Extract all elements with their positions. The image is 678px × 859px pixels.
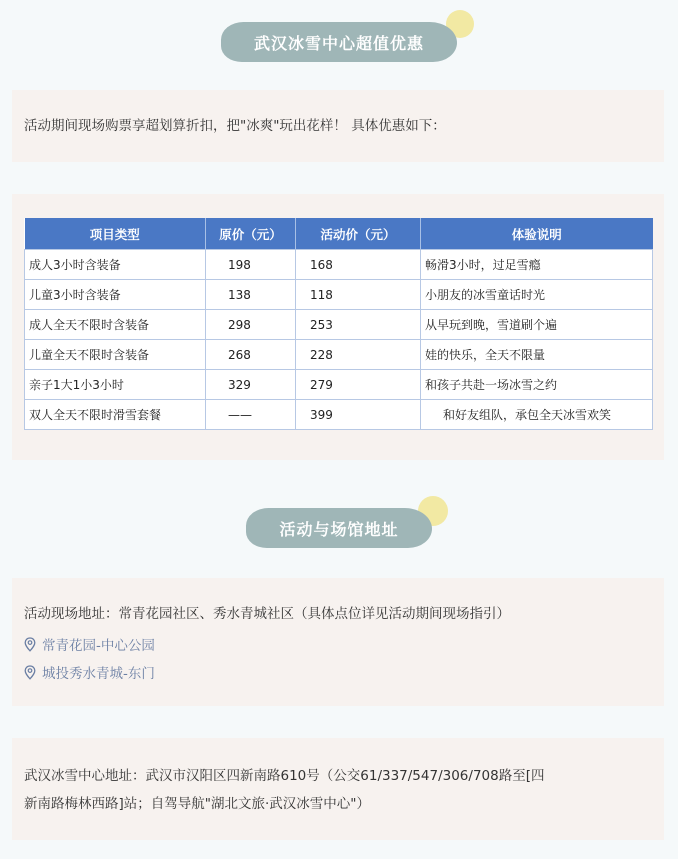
location-item [24, 662, 155, 682]
cell-original-price: 138 [206, 280, 296, 310]
col-header-promo-price: 活动价（元） [296, 218, 421, 250]
cell-promo-price: 253 [296, 310, 421, 340]
cell-description: 小朋友的冰雪童话时光 [421, 280, 653, 310]
section-heading-offers [0, 10, 678, 62]
price-table [24, 218, 653, 430]
cell-item: 成人全天不限时含装备 [25, 310, 206, 340]
cell-original-price: 298 [206, 310, 296, 340]
cell-description: 娃的快乐，全天不限量 [421, 340, 653, 370]
center-address-panel [12, 738, 664, 840]
location-label: 城投秀水青城-东门 [42, 666, 155, 682]
table-row [25, 310, 653, 340]
cell-description: 和好友组队，承包全天冰雪欢笑 [421, 400, 653, 430]
table-row [25, 250, 653, 280]
cell-item: 儿童全天不限时含装备 [25, 340, 206, 370]
table-row [25, 340, 653, 370]
location-item [24, 634, 155, 654]
section-title-address: 活动与场馆地址 [279, 520, 399, 539]
location-label: 常青花园-中心公园 [42, 638, 155, 654]
center-address-line: 武汉冰雪中心地址：武汉市汉阳区四新南路610号（公交61/337/547/306/708路至[四 [24, 768, 545, 784]
cell-promo-price: 279 [296, 370, 421, 400]
section-title-offers: 武汉冰雪中心超值优惠 [253, 34, 424, 53]
cell-promo-price: 228 [296, 340, 421, 370]
intro-panel [12, 90, 664, 162]
section-heading-address [0, 496, 678, 548]
cell-promo-price: 118 [296, 280, 421, 310]
col-header-original-price: 原价（元） [206, 218, 296, 250]
location-pin-icon [24, 637, 36, 652]
cell-promo-price: 168 [296, 250, 421, 280]
table-row [25, 280, 653, 310]
table-header-row [25, 218, 653, 250]
cell-description: 畅滑3小时，过足雪瘾 [421, 250, 653, 280]
cell-original-price: 198 [206, 250, 296, 280]
cell-original-price: —— [206, 400, 296, 430]
cell-promo-price: 399 [296, 400, 421, 430]
cell-original-price: 329 [206, 370, 296, 400]
intro-text: 活动期间现场购票享超划算折扣，把"冰爽"玩出花样！ 具体优惠如下： [24, 118, 446, 134]
venue-panel [12, 578, 664, 706]
cell-description: 从早玩到晚，雪道刷个遍 [421, 310, 653, 340]
cell-original-price: 268 [206, 340, 296, 370]
cell-item: 双人全天不限时滑雪套餐 [25, 400, 206, 430]
center-address-line: 新南路梅林西路]站；自驾导航"湖北文旅·武汉冰雪中心"） [24, 796, 370, 812]
table-row [25, 400, 653, 430]
cell-description: 和孩子共赴一场冰雪之约 [421, 370, 653, 400]
cell-item: 成人3小时含装备 [25, 250, 206, 280]
location-pin-icon [24, 665, 36, 680]
col-header-description: 体验说明 [421, 218, 653, 250]
table-row [25, 370, 653, 400]
cell-item: 亲子1大1小3小时 [25, 370, 206, 400]
col-header-item: 项目类型 [25, 218, 206, 250]
venue-text: 活动现场地址：常青花园社区、秀水青城社区（具体点位详见活动期间现场指引） [24, 606, 510, 622]
price-table-panel [12, 194, 664, 460]
cell-item: 儿童3小时含装备 [25, 280, 206, 310]
